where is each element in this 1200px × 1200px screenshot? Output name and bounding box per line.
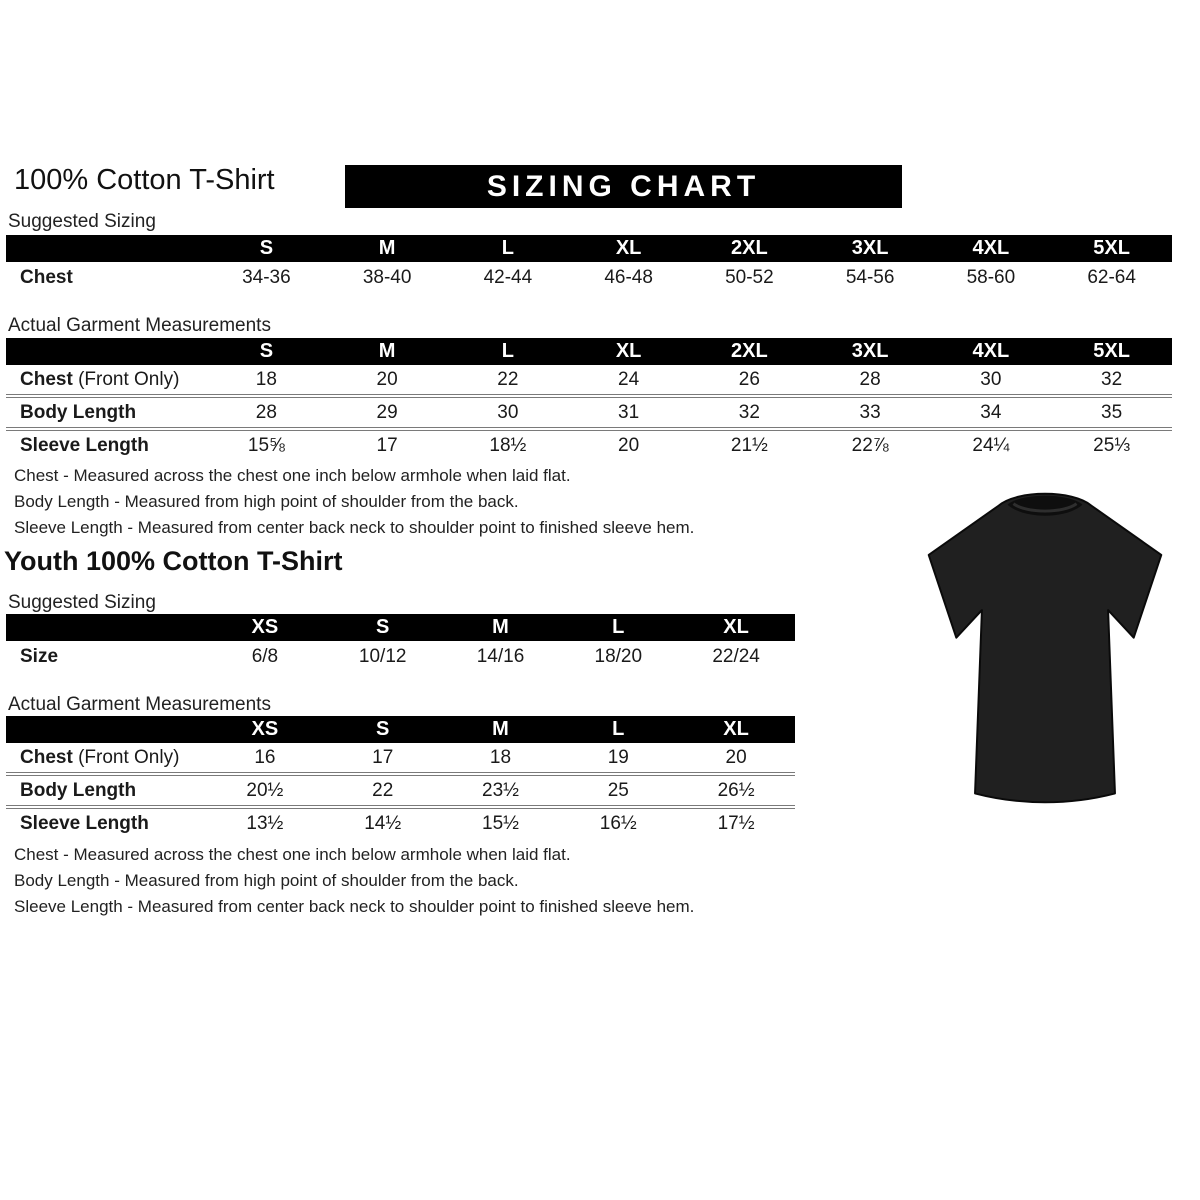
cell: 17: [376, 434, 398, 456]
column-header-xs: XS: [251, 616, 279, 638]
cell: 25: [607, 779, 629, 801]
cell: 14½: [364, 812, 402, 834]
cell: 28: [255, 401, 277, 423]
cell: 24: [618, 368, 640, 390]
adult-measurement-notes: [14, 463, 694, 541]
cell: 62-64: [1087, 267, 1136, 288]
cell: 18½: [489, 434, 527, 456]
note-sleeve-length: Sleeve Length - Measured from center back neck to shoulder point to finished sleeve hem.: [14, 518, 695, 537]
table-row-sleeve-length: [6, 431, 1172, 460]
cell: 18/20: [594, 646, 643, 667]
row-label: Sleeve Length: [20, 812, 149, 834]
column-header-2xl: 2XL: [731, 237, 768, 259]
youth-suggested-sizing-label: Suggested Sizing: [8, 592, 156, 613]
row-label-suffix: (Front Only): [72, 368, 180, 390]
cell: 13½: [246, 812, 284, 834]
cell: 32: [738, 401, 760, 423]
column-header-5xl: 5XL: [1093, 237, 1130, 259]
row-label-cell: [6, 747, 206, 769]
cell: 33: [859, 401, 881, 423]
column-header-5xl: 5XL: [1093, 340, 1130, 362]
cell: 20: [725, 746, 747, 768]
youth-actual-measurements-label: Actual Garment Measurements: [8, 694, 271, 715]
cell: 15⅝: [247, 434, 285, 456]
cell: 38-40: [362, 267, 412, 288]
column-header-xl: XL: [723, 718, 749, 740]
cell: 58-60: [966, 267, 1016, 288]
table-row-body-length: [6, 776, 795, 805]
cell: 34: [980, 401, 1002, 423]
note-sleeve-length: Sleeve Length - Measured from center back neck to shoulder point to finished sleeve hem.: [14, 897, 695, 916]
cell: 28: [859, 368, 881, 390]
cell: 26½: [717, 779, 755, 801]
cell: 18: [489, 746, 512, 768]
table-row-chest: [6, 365, 1172, 394]
column-header-s: S: [259, 340, 274, 362]
cell: 22/24: [712, 646, 760, 667]
cell: 30: [497, 401, 519, 423]
column-header-xl: XL: [615, 237, 642, 259]
cell: 21½: [730, 434, 768, 456]
column-header-4xl: 4XL: [972, 237, 1010, 259]
column-header-m: M: [378, 340, 396, 362]
column-header-3xl: 3XL: [851, 340, 889, 362]
column-header-xl: XL: [723, 616, 749, 638]
cell: 42-44: [483, 267, 533, 288]
youth-actual-measurements-table: [6, 716, 795, 838]
table-header-row: [6, 338, 1172, 365]
table-row-body-length: [6, 398, 1172, 427]
sizing-chart-banner-label: SIZING CHART: [486, 169, 761, 203]
column-header-l: L: [501, 340, 514, 362]
row-label: Chest: [20, 746, 73, 768]
row-label: Size: [20, 646, 59, 667]
column-header-m: M: [378, 237, 396, 259]
cell: 35: [1101, 401, 1123, 423]
cell: 46-48: [604, 267, 653, 288]
cell: 26: [738, 368, 760, 390]
adult-suggested-sizing-table: [6, 235, 1172, 294]
page-title: 100% Cotton T-Shirt: [14, 164, 275, 196]
table-row-chest: [6, 262, 1172, 294]
cell: 16: [254, 746, 276, 768]
cell: 17: [372, 746, 394, 768]
note-chest: Chest - Measured across the chest one inch below armhole when laid flat.: [14, 466, 571, 485]
note-body-length: Body Length - Measured from high point of shoulder from the back.: [14, 871, 519, 890]
column-header-m: M: [492, 616, 509, 638]
adult-suggested-sizing-label: Suggested Sizing: [8, 211, 156, 232]
note-body-length: Body Length - Measured from high point of shoulder from the back.: [14, 492, 519, 511]
column-header-s: S: [376, 616, 390, 638]
cell: 17½: [717, 812, 755, 834]
row-label-cell: [6, 435, 206, 457]
row-label: Body Length: [20, 779, 137, 801]
row-label-cell: [6, 402, 206, 424]
row-label-cell: [6, 267, 206, 289]
column-header-s: S: [259, 237, 274, 259]
cell: 50-52: [725, 267, 774, 288]
column-header-3xl: 3XL: [851, 237, 889, 259]
row-label-cell: [6, 813, 206, 835]
youth-section-title: Youth 100% Cotton T-Shirt: [4, 546, 343, 576]
cell: 32: [1101, 368, 1123, 390]
cell: 18: [255, 368, 277, 390]
column-header-2xl: 2XL: [731, 340, 768, 362]
cell: 30: [980, 368, 1002, 390]
column-header-l: L: [612, 718, 625, 740]
adult-actual-measurements-table: [6, 338, 1172, 460]
cell: 54-56: [845, 267, 895, 288]
cell: 31: [618, 401, 640, 423]
cell: 15½: [482, 812, 519, 834]
sizing-chart-banner: [345, 165, 902, 208]
note-chest: Chest - Measured across the chest one inch below armhole when laid flat.: [14, 845, 571, 864]
cell: 16½: [599, 812, 637, 834]
column-header-l: L: [612, 616, 625, 638]
cell: 19: [607, 746, 629, 768]
cell: 14/16: [476, 646, 525, 667]
table-header-row: [6, 614, 795, 641]
row-label-cell: [6, 369, 206, 391]
cell: 20: [376, 368, 398, 390]
black-tshirt-graphic: [895, 480, 1195, 820]
column-header-m: M: [492, 718, 509, 740]
cell: 22: [372, 779, 394, 801]
row-label: Body Length: [20, 401, 137, 423]
cell: 23½: [482, 779, 519, 801]
cell: 29: [376, 401, 398, 423]
table-header-row: [6, 716, 795, 743]
table-header-row: [6, 235, 1172, 262]
cell: 25⅓: [1093, 434, 1131, 456]
cell: 24¼: [972, 434, 1010, 456]
table-row-chest: [6, 743, 795, 772]
cell: 22⅞: [851, 434, 889, 456]
row-label: Chest: [20, 368, 73, 390]
column-header-s: S: [376, 718, 390, 740]
column-header-xl: XL: [615, 340, 642, 362]
cell: 10/12: [358, 646, 407, 667]
cell: 22: [497, 368, 519, 390]
cell: 34-36: [242, 267, 291, 288]
cell: 6/8: [251, 646, 279, 667]
adult-actual-measurements-label: Actual Garment Measurements: [8, 315, 271, 336]
table-row-sleeve-length: [6, 809, 795, 838]
column-header-xs: XS: [251, 718, 279, 740]
cell: 20½: [246, 779, 284, 801]
cell: 20: [618, 434, 640, 456]
row-label: Sleeve Length: [20, 434, 149, 456]
row-label: Chest: [20, 267, 73, 288]
youth-suggested-sizing-table: [6, 614, 795, 673]
row-label-cell: [6, 646, 206, 668]
row-label-suffix: (Front Only): [72, 746, 180, 768]
column-header-4xl: 4XL: [972, 340, 1010, 362]
column-header-l: L: [501, 237, 514, 259]
table-row-size: [6, 641, 795, 673]
youth-measurement-notes: [14, 842, 694, 920]
row-label-cell: [6, 780, 206, 802]
tshirt-product-image: [895, 480, 1195, 825]
